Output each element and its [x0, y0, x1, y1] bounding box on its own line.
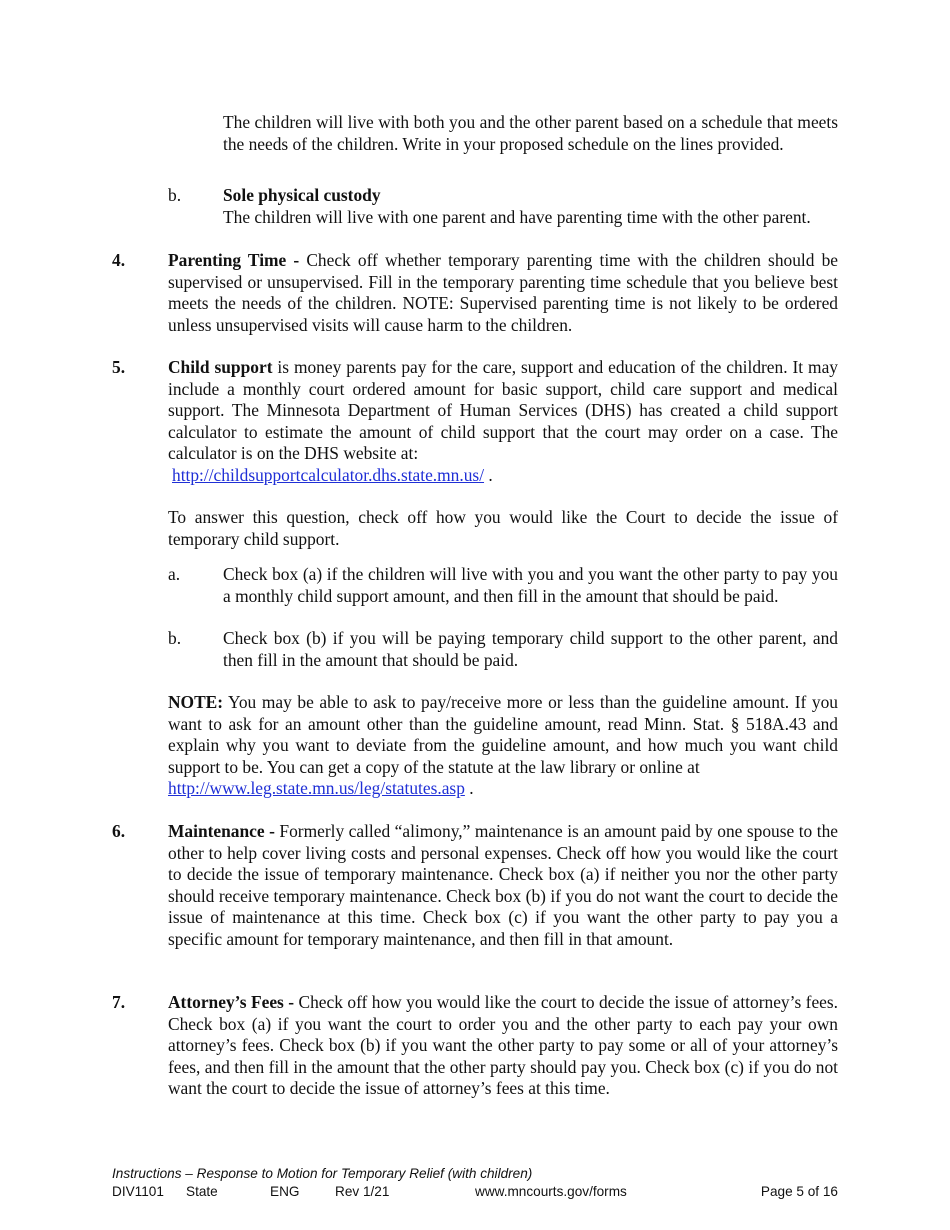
item-6-number: 6.	[112, 821, 126, 841]
item-6-text: Formerly called “alimony,” maintenance is an amount paid by one spouse to the other to help cover living costs and personal expenses. Check off how you would like the court to decide the issue of temporary maintenance. Check box (a) if neither you nor the other party should receive temporary maintenance. Check box (b) if you do not want the court to decide the issue of maintenance at this time. Check box (c) if you want the other party to pay you a specific amount for temporary maintenance, and then fill in that amount.	[168, 821, 838, 949]
item-4-text: Check off whether temporary parenting time with the children should be supervised or unsupervised. Fill in the temporary parenting time schedule that you believe best meets the needs of the children. NOTE: Supervised parenting time is not likely to be ordered unless unsupervised visits will cause harm to the children.	[168, 250, 838, 335]
item-5-title: Child support	[168, 357, 273, 377]
footer-page-number: Page 5 of 16	[760, 1184, 838, 1199]
item-4-parenting-time	[168, 250, 838, 336]
item-6-title: Maintenance -	[168, 821, 275, 841]
footer-website: www.mncourts.gov/forms	[475, 1184, 627, 1199]
child-support-calculator-link[interactable]: http://childsupportcalculator.dhs.state.mn.us/	[172, 464, 485, 485]
item-5a-block	[223, 564, 838, 607]
item-7-attorneys-fees	[168, 992, 838, 1100]
item-7-number: 7.	[112, 992, 126, 1012]
item-5-answer-instructions	[168, 507, 838, 550]
joint-custody-description	[223, 112, 838, 155]
item-5b-text: Check box (b) if you will be paying temporary child support to the other parent, and then fill in the amount that should be paid.	[223, 628, 838, 670]
item-5b-letter: b.	[168, 628, 182, 648]
item-5a-letter: a.	[168, 564, 181, 584]
footer-revision: Rev 1/21	[335, 1184, 390, 1199]
item-5-note-text: You may be able to ask to pay/receive more or less than the guideline amount. If you want to ask for an amount other than the guideline amount, read Minn. Stat. § 518A.43 and explain why you want to deviate from the guideline amount, and how much you want child support to be. You can get a copy of the statute at the law library or online at	[168, 692, 838, 777]
sole-custody-description: The children will live with one parent and have parenting time with the other parent.	[223, 206, 811, 227]
footer-title: Instructions – Response to Motion for Temporary Relief (with children)	[112, 1166, 533, 1181]
sole-custody-block	[223, 185, 843, 228]
sole-custody-letter: b.	[168, 185, 182, 205]
item-5-note-period: .	[469, 778, 474, 798]
item-5-note	[168, 692, 838, 800]
page-footer	[112, 1163, 842, 1199]
item-4-number: 4.	[112, 250, 126, 270]
footer-language: ENG	[270, 1184, 300, 1199]
item-5-link-period: .	[488, 464, 493, 485]
item-5-child-support	[168, 357, 838, 486]
joint-custody-text: The children will live with both you and the other parent based on a schedule that meets the needs of the children. Write in your proposed schedule on the lines provided.	[223, 112, 838, 154]
item-7-text: Check off how you would like the court to decide the issue of attorney’s fees. Check box (a) if you want the court to order you and the other party to each pay your own attorney’s fees. Check box (b) if you want the other party to pay some or all of your attorney’s fees, and then fill in the amount that the other party should pay you. Check box (c) if you do not want the court to decide the issue of attorney’s fees at this time.	[168, 992, 838, 1098]
item-5a-text: Check box (a) if the children will live with you and you want the other party to pay you a monthly child support amount, and then fill in the amount that should be paid.	[223, 564, 838, 606]
item-6-maintenance	[168, 821, 838, 950]
item-5-number: 5.	[112, 357, 126, 377]
item-7-title: Attorney’s Fees -	[168, 992, 295, 1012]
sole-custody-title: Sole physical custody	[223, 185, 381, 205]
item-5b-block	[223, 628, 838, 671]
footer-scope: State	[186, 1184, 218, 1199]
item-5-text: is money parents pay for the care, support and education of the children. It may include a monthly court ordered amount for basic support, child care support and medical support. The Minnesota Department of Human Services (DHS) has created a child support calculator to estimate the amount of child support that the court may order on a case. The calculator is on the DHS website at:	[168, 357, 838, 463]
item-5-note-label: NOTE:	[168, 692, 224, 712]
item-5-answer-text: To answer this question, check off how you would like the Court to decide the issue of temporary child support.	[168, 507, 838, 549]
footer-form-id: DIV1101	[112, 1184, 164, 1199]
item-4-title: Parenting Time -	[168, 250, 300, 270]
statutes-link[interactable]: http://www.leg.state.mn.us/leg/statutes.asp	[168, 778, 465, 798]
